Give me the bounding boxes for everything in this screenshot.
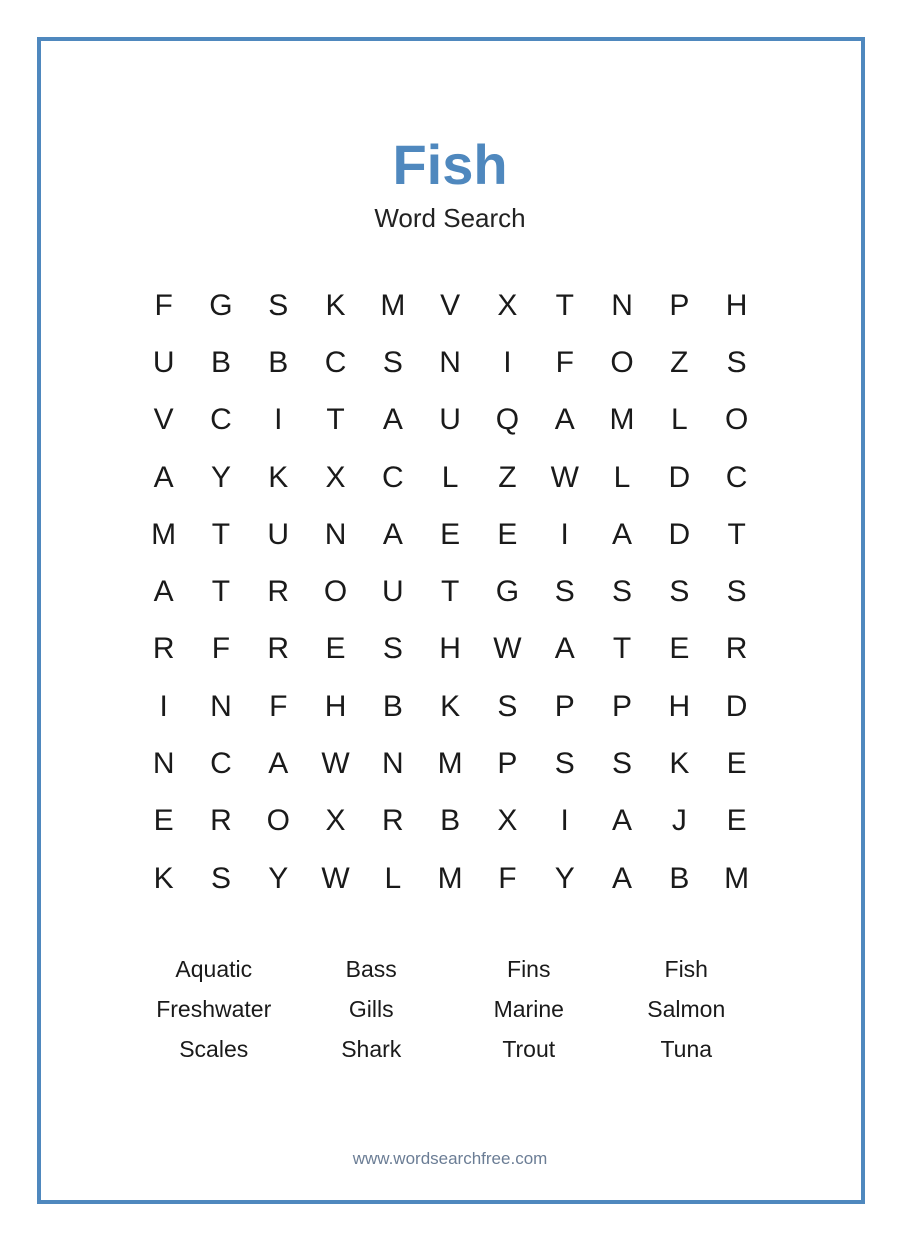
grid-letter: H [668, 689, 691, 723]
grid-letter: P [554, 689, 575, 723]
word-list-item: Freshwater [156, 995, 272, 1022]
grid-letter: C [324, 345, 347, 379]
grid-letter: A [382, 517, 403, 551]
grid-letter: W [493, 632, 522, 666]
grid-letter: U [152, 345, 175, 379]
grid-letter: O [323, 575, 348, 609]
grid-letter: R [382, 804, 404, 838]
grid-letter: S [497, 689, 518, 723]
grid-letter: C [210, 403, 232, 437]
grid-letter: Y [268, 861, 289, 895]
grid-letter: A [612, 804, 633, 838]
grid-letter: L [441, 460, 459, 494]
grid-letter: E [153, 804, 174, 838]
grid-letter: T [211, 575, 231, 609]
grid-letter: O [724, 403, 749, 437]
grid-letter: T [727, 517, 746, 551]
word-list-item: Gills [348, 995, 394, 1022]
grid-letter: I [503, 345, 512, 379]
grid-letter: P [612, 689, 633, 723]
word-list-item: Scales [179, 1035, 249, 1062]
grid-letter: M [724, 861, 750, 895]
grid-letter: D [725, 689, 748, 723]
grid-letter: A [153, 460, 174, 494]
grid-letter: B [210, 345, 231, 379]
grid-letter: E [726, 804, 747, 838]
grid-letter: B [268, 345, 289, 379]
grid-letter: Y [554, 861, 575, 895]
grid-letter: T [612, 632, 632, 666]
grid-letter: L [613, 460, 631, 494]
grid-letter: T [211, 517, 231, 551]
grid-letter: D [668, 460, 691, 494]
grid-letter: Z [498, 460, 517, 494]
grid-letter: O [266, 804, 290, 838]
grid-letter: T [326, 403, 345, 437]
grid-letter: S [612, 747, 633, 781]
grid-letter: Q [495, 403, 520, 437]
grid-letter: A [382, 403, 403, 437]
grid-letter: W [321, 747, 350, 781]
grid-letter: J [671, 804, 687, 838]
grid-letter: E [669, 632, 690, 666]
grid-letter: K [153, 861, 174, 895]
grid-letter: L [670, 403, 688, 437]
grid-letter: M [380, 288, 406, 322]
page-subtitle: Word Search [374, 203, 526, 233]
grid-letter: W [321, 861, 350, 895]
word-list-item: Fish [664, 955, 708, 982]
grid-letter: N [611, 288, 633, 322]
grid-letter: F [211, 632, 231, 666]
grid-letter: S [554, 747, 575, 781]
grid-letter: P [669, 288, 690, 322]
grid-letter: T [555, 288, 574, 322]
grid-letter: V [440, 288, 461, 322]
grid-letter: F [555, 345, 574, 379]
grid-letter: B [440, 804, 461, 838]
grid-letter: N [439, 345, 461, 379]
grid-letter: N [152, 747, 175, 781]
grid-letter: U [267, 517, 290, 551]
grid-letter: E [497, 517, 518, 551]
word-list-item: Trout [502, 1035, 556, 1062]
grid-letter: S [382, 632, 403, 666]
grid-letter: Z [670, 345, 689, 379]
grid-letter: S [268, 288, 289, 322]
grid-letter: G [495, 575, 520, 609]
word-list-item: Tuna [660, 1035, 713, 1062]
grid-letter: R [725, 632, 748, 666]
grid-letter: V [153, 403, 174, 437]
grid-letter: O [610, 345, 634, 379]
grid-letter: K [268, 460, 289, 494]
grid-letter: C [382, 460, 404, 494]
grid-letter: B [669, 861, 690, 895]
grid-letter: K [325, 288, 346, 322]
grid-letter: H [439, 632, 461, 666]
grid-letter: U [439, 403, 461, 437]
word-list-item: Bass [345, 955, 397, 982]
grid-letter: I [159, 689, 168, 723]
word-list-item: Fins [507, 955, 551, 982]
grid-letter: S [382, 345, 403, 379]
grid-letter: I [274, 403, 283, 437]
grid-letter: K [669, 747, 690, 781]
grid-letter: S [210, 861, 231, 895]
grid-letter: S [612, 575, 633, 609]
grid-letter: I [560, 517, 569, 551]
grid-letter: E [440, 517, 461, 551]
grid-letter: N [382, 747, 404, 781]
grid-letter: T [440, 575, 460, 609]
grid-letter: M [437, 861, 463, 895]
grid-letter: E [325, 632, 346, 666]
word-list [135, 949, 765, 1069]
grid-letter: G [209, 288, 233, 322]
grid-letter: F [269, 689, 288, 723]
grid-letter: H [725, 288, 748, 322]
footer-url: www.wordsearchfree.com [352, 1149, 548, 1168]
grid-letter: U [382, 575, 404, 609]
grid-letter: W [550, 460, 579, 494]
grid-letter: A [612, 861, 633, 895]
word-list-item: Salmon [647, 995, 726, 1022]
grid-letter: S [726, 575, 747, 609]
grid-letter: L [384, 861, 402, 895]
grid-letter: M [609, 403, 635, 437]
word-list-item: Marine [493, 995, 564, 1022]
grid-letter: K [440, 689, 461, 723]
word-list-item: Shark [341, 1035, 402, 1062]
grid-letter: R [267, 632, 290, 666]
grid-letter: A [612, 517, 633, 551]
page-title: Fish [392, 133, 508, 196]
grid-letter: X [325, 460, 346, 494]
grid-letter: A [554, 403, 575, 437]
grid-letter: R [210, 804, 232, 838]
grid-letter: D [668, 517, 691, 551]
grid-letter: B [382, 689, 403, 723]
grid-letter: F [498, 861, 517, 895]
grid-letter: Y [210, 460, 231, 494]
grid-letter: N [324, 517, 347, 551]
grid-letter: X [325, 804, 346, 838]
grid-letter: A [268, 747, 289, 781]
grid-letter: N [210, 689, 232, 723]
grid-letter: R [152, 632, 175, 666]
grid-letter: A [153, 575, 174, 609]
grid-letter: S [669, 575, 690, 609]
grid-letter: C [210, 747, 232, 781]
grid-letter: X [497, 288, 518, 322]
grid-letter: M [151, 517, 177, 551]
word-list-item: Aquatic [175, 955, 253, 982]
grid-letter: C [725, 460, 748, 494]
grid-letter: F [154, 288, 173, 322]
grid-letter: R [267, 575, 290, 609]
grid-letter: I [560, 804, 569, 838]
grid-letter: S [554, 575, 575, 609]
grid-letter: H [324, 689, 347, 723]
letter-grid [135, 277, 765, 907]
grid-letter: P [497, 747, 518, 781]
grid-letter: A [554, 632, 575, 666]
grid-letter: S [726, 345, 747, 379]
grid-letter: M [437, 747, 463, 781]
grid-letter: X [497, 804, 518, 838]
grid-letter: E [726, 747, 747, 781]
